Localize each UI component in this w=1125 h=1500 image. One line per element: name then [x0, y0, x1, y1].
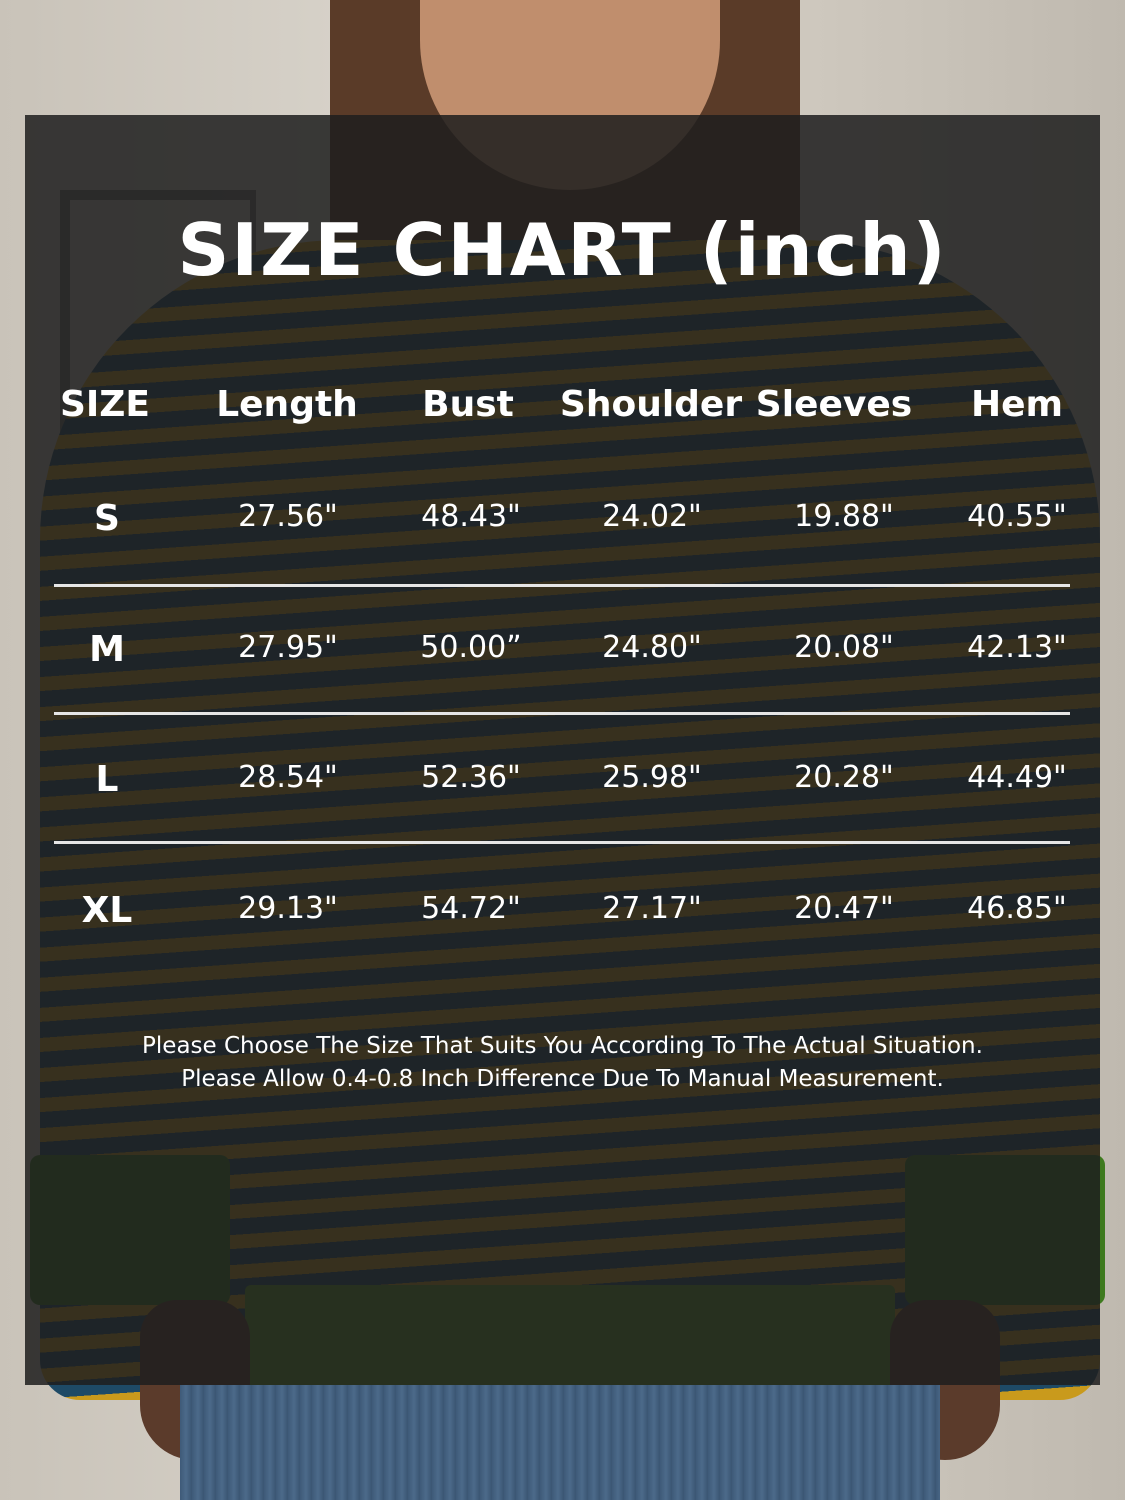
- note-measurement: Please Allow 0.4-0.8 Inch Difference Due To Manual Measurement.: [181, 1066, 944, 1092]
- sleeves-s: 19.88": [794, 499, 894, 534]
- bust-s: 48.43": [421, 499, 521, 534]
- shoulder-s: 24.02": [602, 499, 702, 534]
- row-divider-2: [54, 712, 1070, 715]
- hem-l: 44.49": [967, 760, 1067, 795]
- hem-m: 42.13": [967, 630, 1067, 665]
- size-chart-panel: [25, 115, 1100, 1385]
- size-label-xl: XL: [81, 890, 133, 931]
- sleeves-m: 20.08": [794, 630, 894, 665]
- row-divider-3: [54, 841, 1070, 844]
- size-label-s: S: [94, 498, 120, 539]
- bust-l: 52.36": [421, 760, 521, 795]
- sleeves-l: 20.28": [794, 760, 894, 795]
- hem-xl: 46.85": [967, 891, 1067, 926]
- header-sleeves: Sleeves: [755, 384, 913, 425]
- header-size: SIZE: [59, 384, 151, 425]
- shoulder-xl: 27.17": [602, 891, 702, 926]
- length-l: 28.54": [238, 760, 338, 795]
- model-jeans: [180, 1385, 940, 1500]
- length-xl: 29.13": [238, 891, 338, 926]
- bust-m: 50.00”: [420, 630, 522, 665]
- header-shoulder: Shoulder: [559, 384, 743, 425]
- header-hem: Hem: [970, 384, 1064, 425]
- row-divider-1: [54, 584, 1070, 587]
- header-length: Length: [216, 384, 358, 425]
- shoulder-l: 25.98": [602, 760, 702, 795]
- size-label-m: M: [89, 629, 125, 670]
- header-bust: Bust: [422, 384, 514, 425]
- note-choose-size: Please Choose The Size That Suits You According To The Actual Situation.: [142, 1033, 983, 1059]
- length-m: 27.95": [238, 630, 338, 665]
- size-chart-title: SIZE CHART (inch): [177, 208, 948, 292]
- shoulder-m: 24.80": [602, 630, 702, 665]
- bust-xl: 54.72": [421, 891, 521, 926]
- hem-s: 40.55": [967, 499, 1067, 534]
- size-label-l: L: [95, 759, 119, 800]
- length-s: 27.56": [238, 499, 338, 534]
- sleeves-xl: 20.47": [794, 891, 894, 926]
